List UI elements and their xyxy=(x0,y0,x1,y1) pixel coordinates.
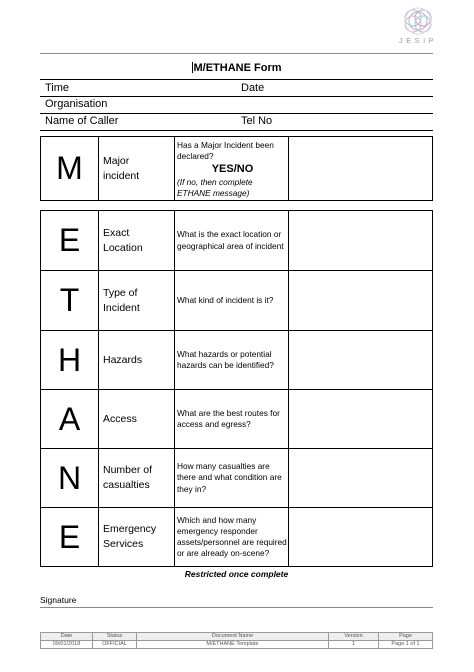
row-label xyxy=(99,271,175,331)
tel-label: Tel No xyxy=(241,115,273,127)
letter-n: N xyxy=(41,449,99,508)
ethane-row xyxy=(41,271,433,331)
form-title xyxy=(40,62,433,74)
major-incident-question xyxy=(175,137,289,201)
row-question: What is the exact location or geographical area of incident xyxy=(175,211,289,271)
footer-header-page: Page xyxy=(379,633,433,641)
row-label xyxy=(99,449,175,508)
ethane-row xyxy=(41,390,433,449)
jesip-logo xyxy=(386,6,450,50)
info-line xyxy=(40,130,433,131)
signature-line[interactable] xyxy=(40,607,433,608)
ethane-row xyxy=(41,508,433,567)
info-line xyxy=(40,96,433,97)
ethane-row xyxy=(41,449,433,508)
yes-no-option[interactable]: YES/NO xyxy=(211,163,254,176)
footer-header-version: Version xyxy=(329,633,379,641)
footer-header-row xyxy=(41,633,433,641)
label-line-1: Exact xyxy=(103,226,130,239)
major-incident-table xyxy=(40,136,433,201)
label-line-1: Number of xyxy=(103,464,153,476)
label-line-2: Services xyxy=(103,538,144,550)
info-line xyxy=(40,113,433,114)
row-question: What are the best routes for access and egress? xyxy=(175,390,289,449)
footer-header-date: Date xyxy=(41,633,93,641)
answer-cell[interactable] xyxy=(289,331,433,390)
row-question: How many casualties are there and what condition are they in? xyxy=(175,449,289,508)
row-question: Which and how many emergency responder assets/personnel are required or are already on-scene? xyxy=(175,508,289,567)
logo-text: JESIP xyxy=(398,36,438,45)
label-line-1: Major xyxy=(103,154,130,167)
restricted-notice: Restricted once complete xyxy=(184,569,289,579)
letter-t: T xyxy=(41,271,99,331)
answer-cell[interactable] xyxy=(289,137,433,201)
label-line-1: Emergency xyxy=(103,523,157,535)
letter-e-services: E xyxy=(41,508,99,567)
label-line-2: incident xyxy=(103,169,140,182)
letter-m: M xyxy=(41,137,99,201)
label-line-2: Location xyxy=(103,241,143,254)
label-line-2: Incident xyxy=(103,301,140,314)
footer-version: 1 xyxy=(329,641,379,649)
footer-value-row xyxy=(41,641,433,649)
row-question: What kind of incident is it? xyxy=(175,271,289,331)
row-label xyxy=(99,211,175,271)
row-label: Access xyxy=(99,390,175,449)
footer-date: 09/01/2018 xyxy=(41,641,93,649)
info-line xyxy=(40,79,433,80)
footer-status: OFFICIAL xyxy=(93,641,137,649)
answer-cell[interactable] xyxy=(289,390,433,449)
row-question: What hazards or potential hazards can be identified? xyxy=(175,331,289,390)
organisation-label: Organisation xyxy=(45,98,108,110)
label-line-1: Type of xyxy=(103,286,138,299)
answer-cell[interactable] xyxy=(289,271,433,331)
answer-cell[interactable] xyxy=(289,508,433,567)
question-text: Has a Major Incident been declared? xyxy=(177,140,274,162)
label-line-2: casualties xyxy=(103,479,150,491)
date-label: Date xyxy=(241,82,265,94)
ethane-row xyxy=(41,211,433,271)
footer-header-status: Status xyxy=(93,633,137,641)
jesip-emblem-icon xyxy=(392,6,444,36)
letter-h: H xyxy=(41,331,99,390)
answer-cell[interactable] xyxy=(289,449,433,508)
caller-label: Name of Caller xyxy=(45,115,119,127)
major-incident-row xyxy=(41,137,433,201)
footer-header-document-name: Document Name xyxy=(137,633,329,641)
text-cursor xyxy=(192,62,193,73)
answer-cell[interactable] xyxy=(289,211,433,271)
signature-label: Signature xyxy=(40,595,77,605)
form-title-text: M/ETHANE Form xyxy=(193,62,282,74)
ethane-table xyxy=(40,210,433,567)
major-incident-label xyxy=(99,137,175,201)
footer-document-name: M/ETHANE Template xyxy=(137,641,329,649)
ethane-note: (If no, then complete ETHANE message) xyxy=(177,176,253,198)
letter-a: A xyxy=(41,390,99,449)
ethane-row xyxy=(41,331,433,390)
document-footer-table xyxy=(40,632,433,649)
time-label: Time xyxy=(45,82,70,94)
row-label: Hazards xyxy=(99,331,175,390)
header-divider xyxy=(40,53,433,54)
footer-page: Page 1 of 1 xyxy=(379,641,433,649)
row-label xyxy=(99,508,175,567)
letter-e: E xyxy=(41,211,99,271)
